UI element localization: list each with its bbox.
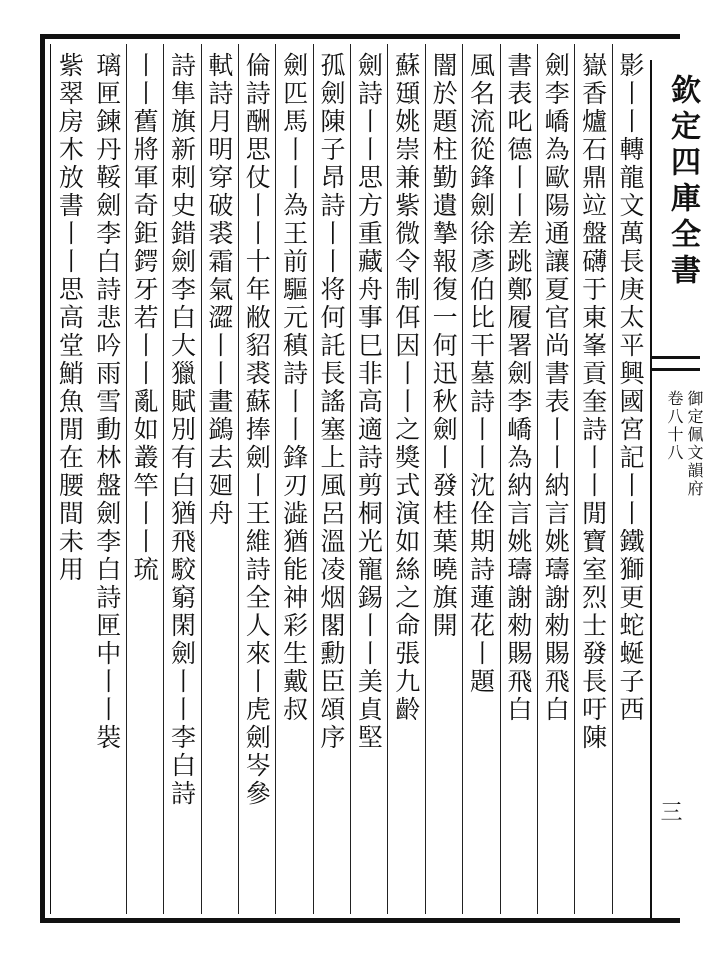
volume-label: 御定佩文韻府 卷八十八	[665, 390, 704, 498]
text-column: 璃匣鍊丹鞖劍李白詩悲吟雨雪動林盤劍李白詩匣中丨丨裝	[92, 52, 122, 752]
text-column: 蘇頲姚崇兼紫微令制佴因丨丨之獎式演如絲之命張九齡	[391, 52, 421, 724]
frame-bottom-border	[40, 918, 680, 923]
book-title: 欽定四庫全書	[665, 74, 700, 290]
text-column: 劍李嶠為歐陽通讓夏官尚書表丨丨納言姚璹謝勑賜飛白	[541, 52, 571, 724]
text-column: 倫詩酬思仗丨丨十年敝貂裘蘇捧劍丨王維詩全人來丨虎劍岑參	[242, 52, 272, 808]
text-column: 風名流從鋒劍徐彥伯比干墓詩丨丨沈佺期詩蓮花丨題	[466, 52, 496, 696]
frame-top-border	[40, 34, 680, 39]
fold-line-top	[652, 356, 700, 359]
running-head	[650, 60, 704, 920]
fold-line-bottom	[652, 368, 700, 371]
text-column: 詩隼旗新刺史錯劍李白大獵賦別有白猶飛駮窮閑劍丨丨李白詩	[167, 52, 197, 808]
text-column: 影丨丨轉龍文萬長庚太平興國宮記丨丨鐵獅更蛇蜒子西	[616, 52, 645, 724]
text-column: 劍詩丨丨思方重藏舟事巳非高適詩剪桐光寵錫丨丨美貞堅	[354, 52, 384, 752]
text-column: 孤劍陳子昂詩丨丨将何託長謠塞上風呂溫凌烟閣勳臣頌序	[317, 52, 346, 752]
text-column: 紫翠房木放書丨丨思高堂鮹魚閒在腰間未用	[55, 52, 85, 584]
text-column: 書表叱德丨丨差跳鄭履署劍李嶠為納言姚璹謝勑賜飛白	[503, 52, 533, 724]
text-column: 闇於題柱勤遺摯報復一何迅秋劍丨發桂葉曉旗開	[429, 52, 459, 640]
text-column: 劍匹馬丨丨為王前驅元稹詩丨丨鋒刃澁猶能神彩生戴叔	[279, 52, 309, 724]
text-column: 軾詩月明穿破裘霜氣澀丨丨畫鷁去廻舟	[204, 52, 234, 528]
page-marker: 三	[657, 800, 682, 822]
text-column: 丨丨舊將軍奇鉅鍔牙若丨丨亂如叢竿丨丨琉	[130, 52, 160, 584]
text-column: 嶽香爐石鼎竝盤礴于東峯貢奎詩丨丨閒寶室烈士發長吁陳	[578, 52, 608, 752]
